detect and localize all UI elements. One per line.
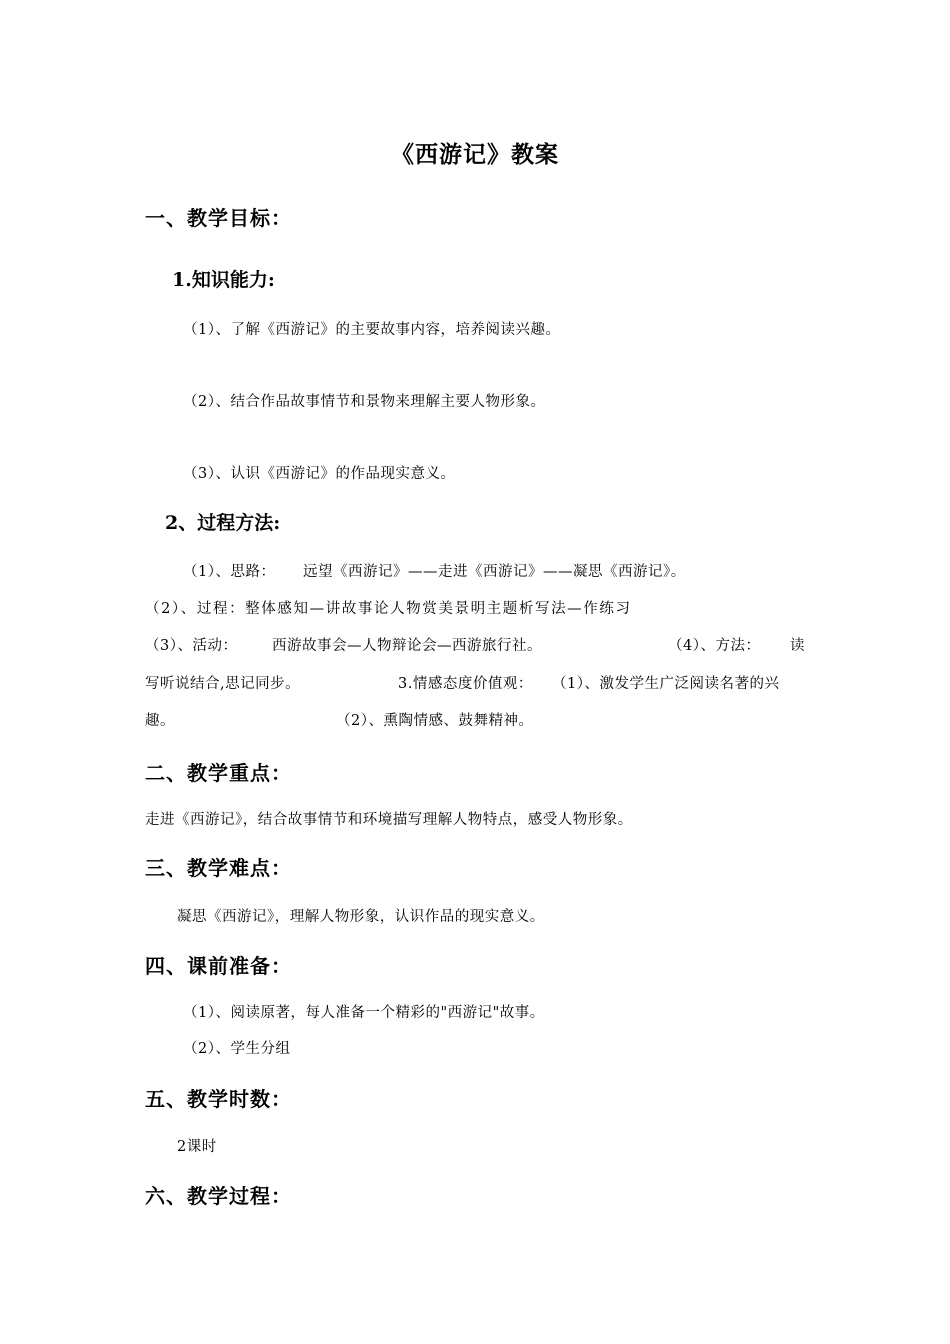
section-heading-difficulties: 三、教学难点： bbox=[145, 856, 292, 880]
process-item-4-label: （4）、方法： bbox=[668, 638, 761, 654]
knowledge-item-3: （3）、认识《西游记》的作品现实意义。 bbox=[183, 466, 456, 482]
emotion-item-1-a: （1）、激发学生广泛阅读名著的兴 bbox=[552, 676, 780, 692]
process-item-1-label: （1）、思路： bbox=[183, 564, 276, 580]
process-item-3-label: （3）、活动： bbox=[145, 638, 238, 654]
process-item-4-text-a: 读 bbox=[790, 638, 805, 654]
section-heading-key-points: 二、教学重点： bbox=[145, 761, 292, 785]
key-points-text: 走进《西游记》，结合故事情节和环境描写理解人物特点，感受人物形象。 bbox=[145, 812, 633, 828]
section-heading-preparation: 四、课前准备： bbox=[145, 954, 292, 978]
subheading-process: 2、过程方法: bbox=[165, 512, 281, 534]
process-item-2: （2）、过程：整体感知—讲故事论人物赏美景明主题析写法—作练习 bbox=[145, 601, 632, 617]
hours-text: 2课时 bbox=[177, 1139, 217, 1155]
section-heading-goals: 一、教学目标： bbox=[145, 206, 292, 230]
process-item-4-text-b: 写听说结合,思记同步。 bbox=[145, 676, 301, 692]
preparation-item-2: （2）、学生分组 bbox=[183, 1041, 291, 1057]
subheading-knowledge: 1.知识能力: bbox=[172, 269, 275, 291]
process-item-3-text: 西游故事会—人物辩论会—西游旅行社。 bbox=[272, 638, 542, 654]
section-heading-procedure: 六、教学过程： bbox=[145, 1184, 292, 1208]
emotion-label: 3.情感态度价值观： bbox=[398, 676, 533, 692]
difficulties-text: 凝思《西游记》，理解人物形象，认识作品的现实意义。 bbox=[177, 909, 545, 925]
document-title: 《西游记》教案 bbox=[391, 141, 559, 168]
section-heading-hours: 五、教学时数： bbox=[145, 1087, 292, 1111]
process-item-1-text: 远望《西游记》——走进《西游记》——凝思《西游记》。 bbox=[303, 564, 686, 580]
emotion-item-2: （2）、熏陶情感、鼓舞精神。 bbox=[336, 713, 534, 729]
knowledge-item-1: （1）、了解《西游记》的主要故事内容，培养阅读兴趣。 bbox=[183, 322, 561, 338]
emotion-item-1-b: 趣。 bbox=[145, 713, 175, 729]
knowledge-item-2: （2）、结合作品故事情节和景物来理解主要人物形象。 bbox=[183, 394, 546, 410]
preparation-item-1: （1）、阅读原著，每人准备一个精彩的"西游记"故事。 bbox=[183, 1005, 545, 1021]
